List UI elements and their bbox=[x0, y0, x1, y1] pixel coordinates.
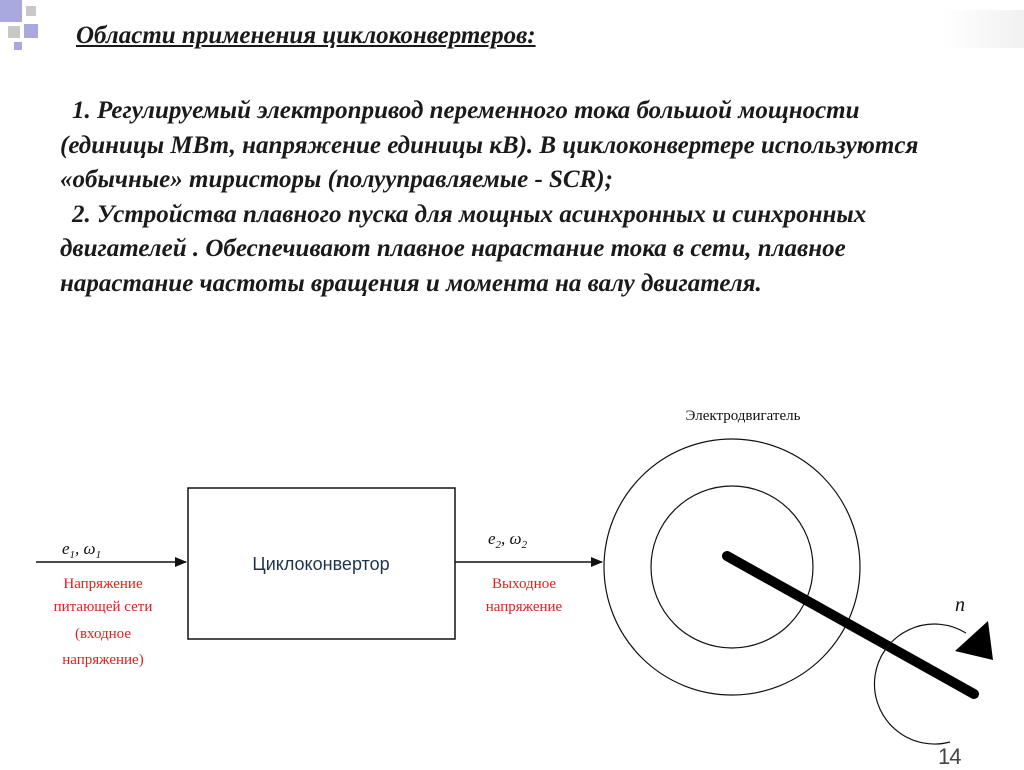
input-signal-label: $e_1$, $\omega_1$ bbox=[62, 539, 102, 561]
input-voltage-label bbox=[54, 576, 153, 668]
rotation-speed-label: n bbox=[955, 594, 965, 616]
application-item-1: 1. Регулируемый электропривод переменного тока большой мощности (единицы МВт, напряжение единицы кВ). В циклоконвертере используются «обычные» тиристоры (полууправляемые - SCR); bbox=[60, 97, 919, 194]
output-signal-label: $e_2$, $\omega_2$ bbox=[488, 529, 528, 551]
motor-shaft bbox=[727, 556, 974, 694]
cycloconverter-label: Циклоконвертор bbox=[252, 554, 390, 574]
output-voltage-label bbox=[486, 576, 563, 615]
slide-heading: Области применения циклоконвертеров: bbox=[76, 22, 536, 49]
application-item-2: 2. Устройства плавного пуска для мощных асинхронных и синхронных двигателей . Обеспечивают плавное нарастание тока в сети, плавное нарастание частоты вращения и момента на валу двигателя. bbox=[60, 200, 867, 297]
rotation-arrowhead bbox=[955, 621, 993, 660]
output-label-line-1: Выходное bbox=[491, 576, 557, 592]
output-label-line-2: напряжение bbox=[485, 599, 563, 615]
motor-stator-circle bbox=[604, 439, 860, 695]
input-label-line-4: напряжение) bbox=[62, 652, 144, 668]
input-label-line-3: (входное bbox=[74, 626, 132, 642]
input-label-line-1: Напряжение bbox=[63, 576, 143, 592]
page-number: 14 bbox=[938, 744, 961, 769]
motor-rotor-circle bbox=[651, 486, 813, 648]
motor-label: Электродвигатель bbox=[685, 408, 801, 424]
input-label-line-2: питающей сети bbox=[53, 599, 153, 615]
